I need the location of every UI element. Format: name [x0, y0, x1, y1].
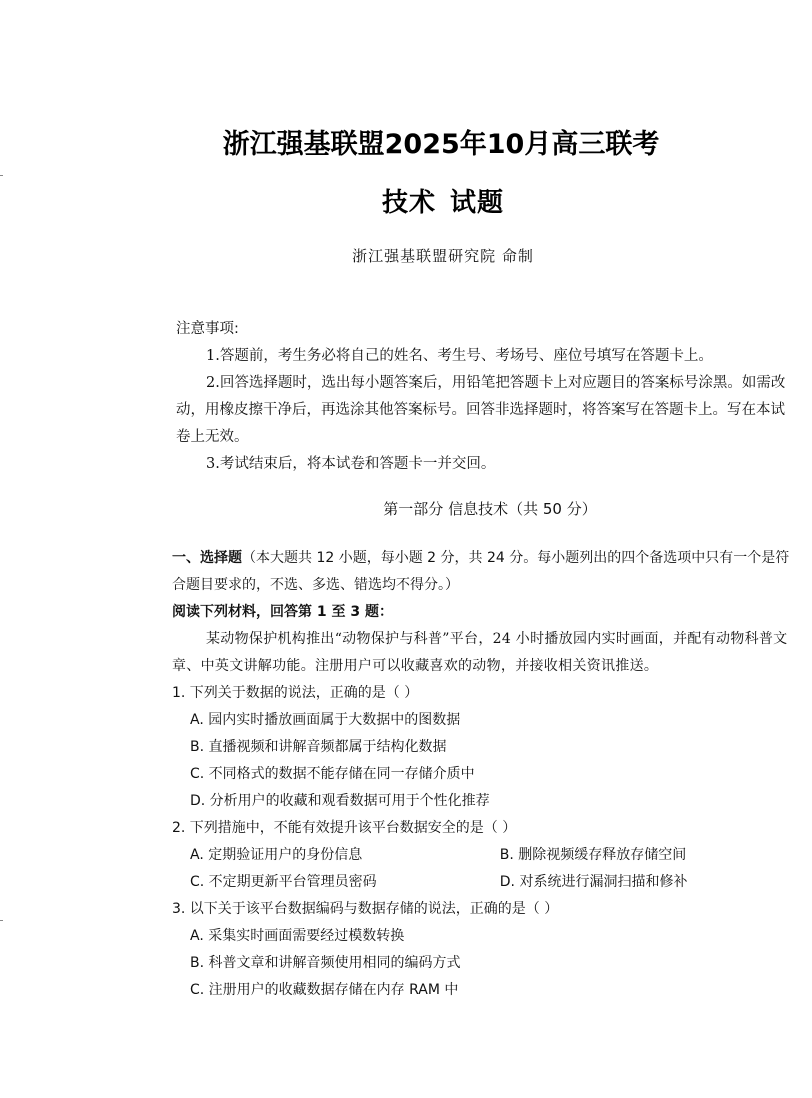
notice-heading: 注意事项:	[176, 321, 239, 337]
question-option: B. 删除视频缓存释放存储空间	[499, 847, 687, 863]
choice-instructions: （本大题共 12 小题，每小题 2 分，共 24 分。每小题列出的四个备选项中只有一个是符合题目要求的，不选、多选、错选均不得分。）	[172, 550, 790, 593]
section-title: 第一部分 信息技术（共 50 分）	[383, 500, 597, 518]
subject-part1: 技术	[381, 188, 436, 218]
question-option: C. 不定期更新平台管理员密码	[190, 874, 377, 890]
scan-edge-mark	[0, 920, 3, 921]
scan-edge-mark	[0, 175, 3, 176]
question-option: B. 直播视频和讲解音频都属于结构化数据	[190, 739, 447, 755]
subject-part2: 试题	[450, 188, 505, 218]
notice-block	[176, 316, 792, 478]
exam-issuer: 浙江强基联盟研究院 命制	[352, 247, 534, 265]
option-row	[172, 869, 792, 896]
notice-item: 1.答题前，考生务必将自己的姓名、考生号、考场号、座位号填写在答题卡上。	[206, 348, 713, 364]
question-stem: 2. 下列措施中，不能有效提升该平台数据安全的是（ ）	[172, 820, 517, 836]
question-option: A. 定期验证用户的身份信息	[190, 847, 363, 863]
question-option: D. 对系统进行漏洞扫描和修补	[499, 874, 688, 890]
notice-item: 3.考试结束后，将本试卷和答题卡一并交回。	[206, 456, 496, 472]
question-option: A. 采集实时画面需要经过模数转换	[190, 928, 405, 944]
choice-intro	[172, 545, 792, 599]
choice-heading: 一、选择题	[172, 550, 242, 566]
exam-title: 浙江强基联盟2025年10月高三联考	[222, 129, 660, 160]
choice-section	[172, 545, 792, 1004]
question-option: B. 科普文章和讲解音频使用相同的编码方式	[190, 955, 461, 971]
exam-subject	[0, 182, 812, 219]
material-heading: 阅读下列材料，回答第 1 至 3 题：	[172, 604, 393, 620]
question-option: C. 不同格式的数据不能存储在同一存储介质中	[190, 766, 475, 782]
question-option: A. 园内实时播放画面属于大数据中的图数据	[190, 712, 461, 728]
question-option: D. 分析用户的收藏和观看数据可用于个性化推荐	[190, 793, 490, 809]
notice-item: 2.回答选择题时，选出每小题答案后，用铅笔把答题卡上对应题目的答案标号涂黑。如需改动，用橡皮擦干净后，再选涂其他答案标号。回答非选择题时，将答案写在答题卡上。写在本试卷上无效。	[176, 375, 786, 445]
question-stem: 1. 下列关于数据的说法，正确的是（ ）	[172, 685, 419, 701]
question-stem: 3. 以下关于该平台数据编码与数据存储的说法，正确的是（ ）	[172, 901, 559, 917]
material-text: 某动物保护机构推出“动物保护与科普”平台，24 小时播放园内实时画面，并配有动物科普文章、中英文讲解功能。注册用户可以收藏喜欢的动物，并接收相关资讯推送。	[172, 631, 788, 674]
question-option: C. 注册用户的收藏数据存储在内存 RAM 中	[190, 982, 459, 998]
option-row	[172, 842, 792, 869]
